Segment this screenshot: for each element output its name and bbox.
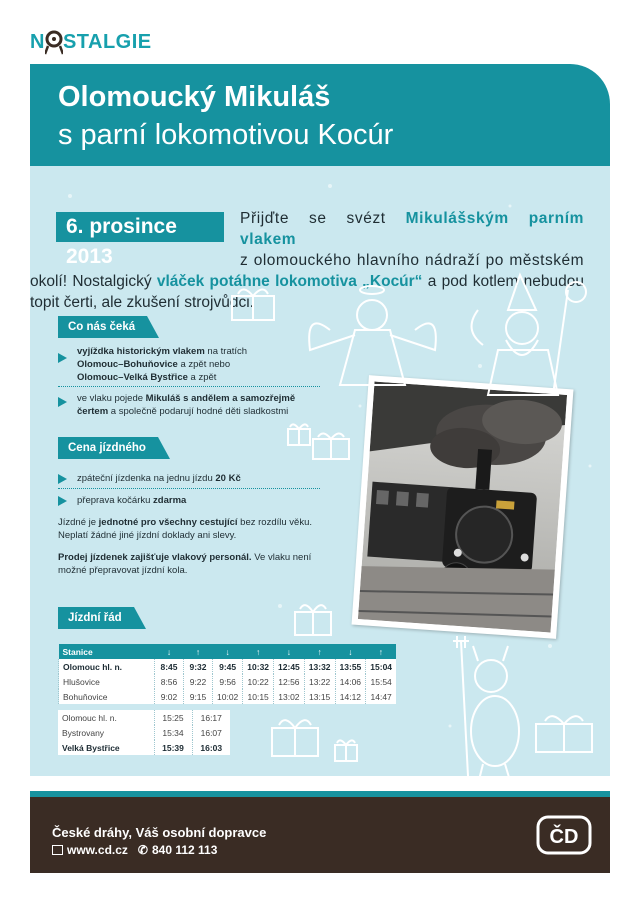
gift-icon	[532, 708, 596, 756]
saint-nicholas-illustration	[458, 270, 603, 400]
table-row: Velká Bystřice 15:39 16:03	[58, 740, 230, 755]
table-row: Bohuňovice 9:02 9:15 10:02 10:15 13:02 13:15 14:12 14:47	[59, 689, 397, 704]
timetable-secondary	[58, 710, 230, 755]
timetable-main	[58, 644, 396, 704]
section-tab-what: Co nás čeká	[58, 316, 147, 338]
gift-icon	[332, 736, 360, 764]
col-direction: ↓	[155, 644, 184, 659]
col-direction: ↑	[304, 644, 335, 659]
footer	[30, 797, 610, 873]
section-tab-price: Cena jízdného	[58, 437, 158, 459]
phone-icon: ✆	[137, 843, 148, 857]
gift-icon	[310, 428, 352, 462]
page-subtitle: s parní lokomotivou Kocúr	[58, 119, 394, 151]
computer-icon	[52, 845, 63, 855]
table-row: Olomouc hl. n. 15:25 16:17	[58, 710, 230, 725]
bullet-ticket-price: zpáteční jízdenka na jednu jízdu 20 Kč	[58, 472, 241, 485]
company-name: České dráhy, Váš osobní dopravce	[52, 825, 267, 840]
col-direction: ↑	[184, 644, 213, 659]
gift-icon	[268, 712, 322, 760]
phone-number: 840 112 113	[151, 843, 218, 857]
cd-logo	[536, 815, 592, 855]
steam-train-image	[358, 382, 567, 633]
title-banner	[30, 64, 610, 166]
locomotive-photo	[352, 375, 574, 639]
logo-wordmark: N STALGIE	[30, 30, 152, 53]
divider	[58, 488, 320, 489]
col-direction: ↓	[274, 644, 305, 659]
triangle-bullet-icon	[58, 474, 67, 484]
table-row: Olomouc hl. n. 8:45 9:32 9:45 10:32 12:45 13:32 13:55 15:04	[59, 659, 397, 674]
col-direction: ↓	[213, 644, 243, 659]
section-tab-timetable: Jízdní řád	[58, 607, 134, 629]
gift-icon	[292, 598, 334, 638]
contact-line	[52, 843, 217, 857]
bullet-ride: vyjíždka historickým vlakem na tratích Olomouc–Bohuňovice a zpět nebo Olomouc–Velká Bystřice a zpět	[58, 345, 247, 384]
divider	[58, 386, 320, 387]
gift-icon	[285, 420, 313, 448]
cd-logo-text: ČD	[549, 826, 579, 848]
timetable-header-row	[59, 644, 397, 659]
nostalgie-logo	[30, 24, 152, 60]
col-direction: ↑	[243, 644, 274, 659]
gift-icon	[228, 284, 278, 324]
table-row: Bystrovany 15:34 16:07	[58, 725, 230, 740]
intro-text: Přijďte se svézt Mikulášským parním vlakem z olomouckého hlavního nádraží po městském okolí! Nostalgický vláček potáhne lokomotiva „Kocúr“ a pod kotlem nebudou topit čerti, ale zkušení strojvůdci.	[30, 210, 585, 311]
col-direction: ↓	[335, 644, 366, 659]
triangle-bullet-icon	[58, 353, 67, 363]
triangle-bullet-icon	[58, 496, 67, 506]
bullet-stroller: přeprava kočárku zdarma	[58, 494, 186, 507]
website-link[interactable]: www.cd.cz	[67, 843, 128, 857]
col-station: Stanice	[59, 644, 155, 659]
event-date-badge: 6. prosince 2013	[56, 212, 224, 242]
sales-note: Prodej jízdenek zajišťuje vlakový personál. Ve vlaku není možné přepravovat jízdní kola.	[58, 552, 312, 576]
bullet-mikulas: ve vlaku pojede Mikuláš s andělem a samozřejmě čertem a společně podarují hodné děti sladkostmi	[58, 392, 295, 418]
table-row: Hlušovice 8:56 9:22 9:56 10:22 12:56 13:22 14:06 15:54	[59, 674, 397, 689]
angel-illustration	[300, 280, 445, 390]
fare-note: Jízdné je jednotné pro všechny cestující bez rozdílu věku. Neplatí žádné jiné jízdní doklady ani slevy.	[58, 517, 312, 541]
devil-illustration	[453, 636, 533, 786]
col-direction: ↑	[366, 644, 396, 659]
page-title: Olomoucký Mikuláš	[58, 81, 331, 113]
triangle-bullet-icon	[58, 397, 67, 407]
